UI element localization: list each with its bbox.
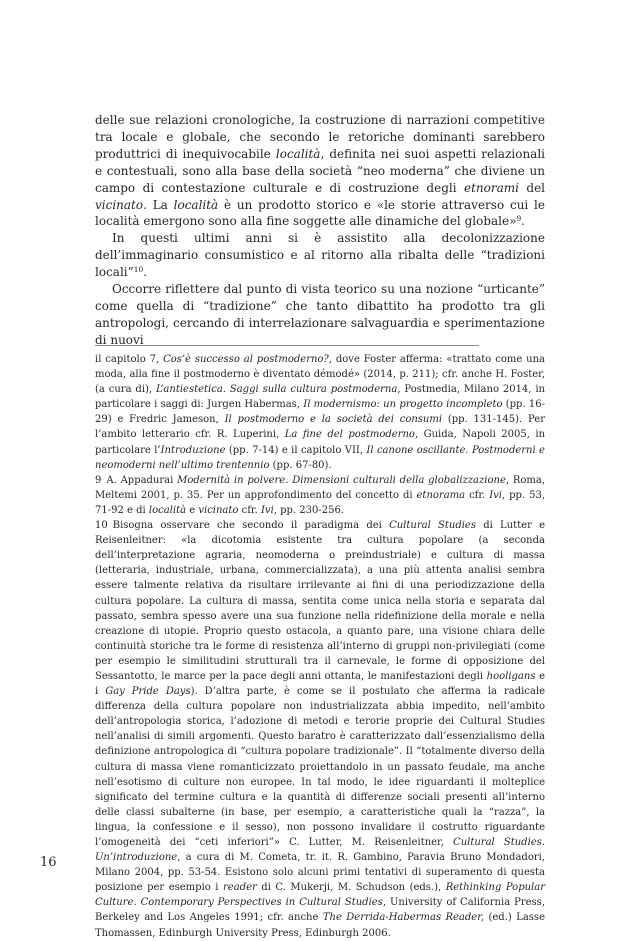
- text-run: di Lutter e Reisenleitner: «la dicotomia esistente tra cultura popolare (a seconda dell’interpretazione agraria, neomoderna o preindustriale) e cultura di massa (letteraria, industriale, urbana, commercializzata), a una più attenta analisi sembra essere talmente relativa da risultare irrilevante ai fini di una periodizzazione della cultura popolare. La cultura di massa, sentita come unica nella storia e separata dal passato, sembra spesso avere una sua funzione nella ridefinizione della morale e nella creazione di utopie. Proprio questo ostacola, a quanto pare, una visione chiara delle continuità storiche tra le forme di resistenza all’interno di gruppi non-privilegiati (come per esempio le similitudini strutturali tra il carnevale, le forme di opposizione del Sessantotto, le marce per la pace degli anni ottanta, le manifestazioni degli: [95, 520, 546, 682]
- italic-text: Cultural Studies: [389, 520, 476, 532]
- text-run: . La: [143, 197, 174, 212]
- italic-text: L’antiestetica. Saggi sulla cultura postmoderna: [156, 384, 398, 396]
- footnote-number: 9: [95, 474, 102, 486]
- text-run: (pp. 67-80).: [269, 459, 332, 471]
- text-run: , definita nei suoi aspetti relazionali e contestuali, sono alla base della società “neo moderna” che diviene un campo di contestazione culturale e di costruzione degli: [95, 146, 546, 195]
- italic-text: località: [275, 146, 321, 161]
- text-run: , pp. 230-256.: [273, 504, 345, 516]
- text-run: ). D’altra parte, è come se il postulato che afferma la radicale differenza della cultura popolare non industrializzata abbia impedito, nell’ambito dell’antropologia storica, l’adozione di metodi e terorie proprie dei Cultural Studies nell’analisi di simili argomenti. Questo baratro è caratterizzato dall’essenzialismo della definizione antropologica di “cultura popolare tradizionale”. Il “totalmente diverso della cultura di massa viene romanticizzato proiettandolo in un passato feudale, ma anche nell’esotismo di culture non europee. In tal modo, le idee riguardanti il molteplice significato del termine cultura e la quantità di differenze sociali presenti all’interno delle classi subalterne (in base, per esempio, a caratteristiche quali la “razza”, la lingua, la confessione e il sesso), non possono invalidare il costrutto riguardante l’omogeneità dei “ceti inferiori”» C. Lutter, M. Reisenleitner,: [95, 686, 545, 848]
- page-number: 16: [40, 855, 57, 870]
- footnote-separator: [95, 345, 479, 346]
- text-run: di C. Mukerji, M. Schudson (eds.),: [256, 882, 446, 894]
- italic-text: Cos’è successo al postmoderno?: [163, 354, 329, 365]
- body-paragraph: [95, 112, 545, 230]
- text-run: , Postmedia, Milano 2014, in particolare i saggi di: Jurgen Habermas,: [95, 384, 546, 411]
- text-run: (pp. 16-29) e Fredric Jameson,: [95, 399, 546, 426]
- text-run: e: [186, 504, 199, 516]
- text-run: , Roma, Meltemi 2001, p. 35. Per un approfondimento del concetto di: [95, 474, 546, 501]
- text-run: , dove Foster afferma: «trattato come una moda, alla fine il postmoderno è diventato démodé» (2014, p. 211); cfr. anche H. Foster, (a cura di),: [95, 354, 545, 396]
- italic-text: hooligans: [486, 670, 536, 682]
- text-run: Bisogna osservare che secondo il paradigma dei: [112, 520, 390, 532]
- italic-text: vicinato: [198, 504, 239, 516]
- text-run: è un prodotto storico e «le storie attraverso cui le località emergono sono alla fine soggette alle dinamiche del globale»: [95, 197, 545, 229]
- body-text: [95, 112, 545, 349]
- italic-text: località: [148, 504, 187, 516]
- italic-text: etnorama: [416, 489, 466, 501]
- footnote-number: 10: [95, 520, 108, 532]
- footnote: [95, 518, 545, 941]
- italic-text: Ivi: [260, 504, 274, 516]
- text-run: il capitolo 7,: [95, 354, 164, 365]
- italic-text: località: [173, 197, 219, 212]
- italic-text: Il modernismo: un progetto incompleto: [303, 399, 503, 411]
- footnote: [95, 473, 545, 518]
- text-run: , Guida, Napoli 2005, in particolare l’: [95, 429, 546, 456]
- italic-text: Rethinking Popular Culture. Contemporary Perspectives in Cultural Studies: [95, 882, 545, 909]
- footnote-reference: 10: [133, 265, 144, 275]
- italic-text: The Derrida-Habermas Reader,: [322, 912, 485, 924]
- italic-text: reader: [223, 882, 257, 894]
- text-run: In questi ultimi anni si è assistito alla decolonizzazione dell’immaginario consumistico e al ritorno alla ribalta delle “tradizioni locali”: [95, 231, 545, 280]
- text-run: , University of California Press, Berkeley and Los Angeles 1991; cfr. anche: [95, 897, 545, 924]
- italic-text: Gay Pride Days: [105, 686, 191, 698]
- text-run: (pp. 7-14) e il capitolo VII,: [225, 444, 367, 456]
- footnote-reference: 9: [516, 214, 522, 224]
- italic-text: Ivi: [489, 489, 503, 501]
- text-run: .: [143, 265, 148, 280]
- italic-text: etnorami: [463, 180, 519, 195]
- footnotes: [95, 352, 545, 941]
- body-paragraph: [95, 230, 545, 281]
- italic-text: Il postmoderno e la società dei consumi: [224, 414, 443, 426]
- text-run: del: [518, 180, 546, 195]
- body-paragraph: [95, 281, 545, 349]
- text-run: .: [521, 214, 525, 229]
- text-run: delle sue relazioni cronologiche, la costruzione di narrazioni competitive tra locale e globale, che secondo le retoriche dominanti sarebbero produttrici di inequivocabile: [95, 113, 545, 161]
- italic-text: La fine del postmoderno: [284, 429, 415, 441]
- footnote: [95, 352, 545, 473]
- text-run: , pp. 53, 71-92 e di: [95, 489, 545, 516]
- text-run: , a cura di M. Cometa, tr. it. R. Gambino, Paravia Bruno Mondadori, Milano 2004, pp. 53-54. Esistono solo alcuni primi tentativi di superamento di questa posizione per esempio i: [95, 852, 545, 894]
- text-run: cfr.: [238, 504, 261, 516]
- text-run: Occorre riflettere dal punto di vista teorico su una nozione “urticante” come quella di “tradizione” che tanto dibattito ha prodotto tra gli antropologi, cercando di interrelazionare salvaguardia e sperimentazione di nuovi: [95, 282, 545, 347]
- italic-text: Modernità in polvere. Dimensioni culturali della globalizzazione: [177, 474, 506, 486]
- italic-text: Introduzione: [160, 444, 226, 456]
- text-run: cfr.: [465, 489, 490, 501]
- italic-text: Il canone oscillante. Postmoderni e neomoderni nell’ultimo trentennio: [95, 444, 545, 471]
- text-run: e i: [95, 670, 545, 698]
- text-run: (pp. 131-145). Per l’ambito letterario cfr. R. Luperini,: [95, 414, 545, 441]
- text-run: (ed.) Lasse Thomassen, Edinburgh University Press, Edinburgh 2006.: [95, 912, 545, 939]
- text-run: A. Appadurai: [106, 474, 178, 486]
- italic-text: vicinato: [95, 197, 144, 212]
- italic-text: Cultural Studies. Un’introduzione: [95, 837, 545, 864]
